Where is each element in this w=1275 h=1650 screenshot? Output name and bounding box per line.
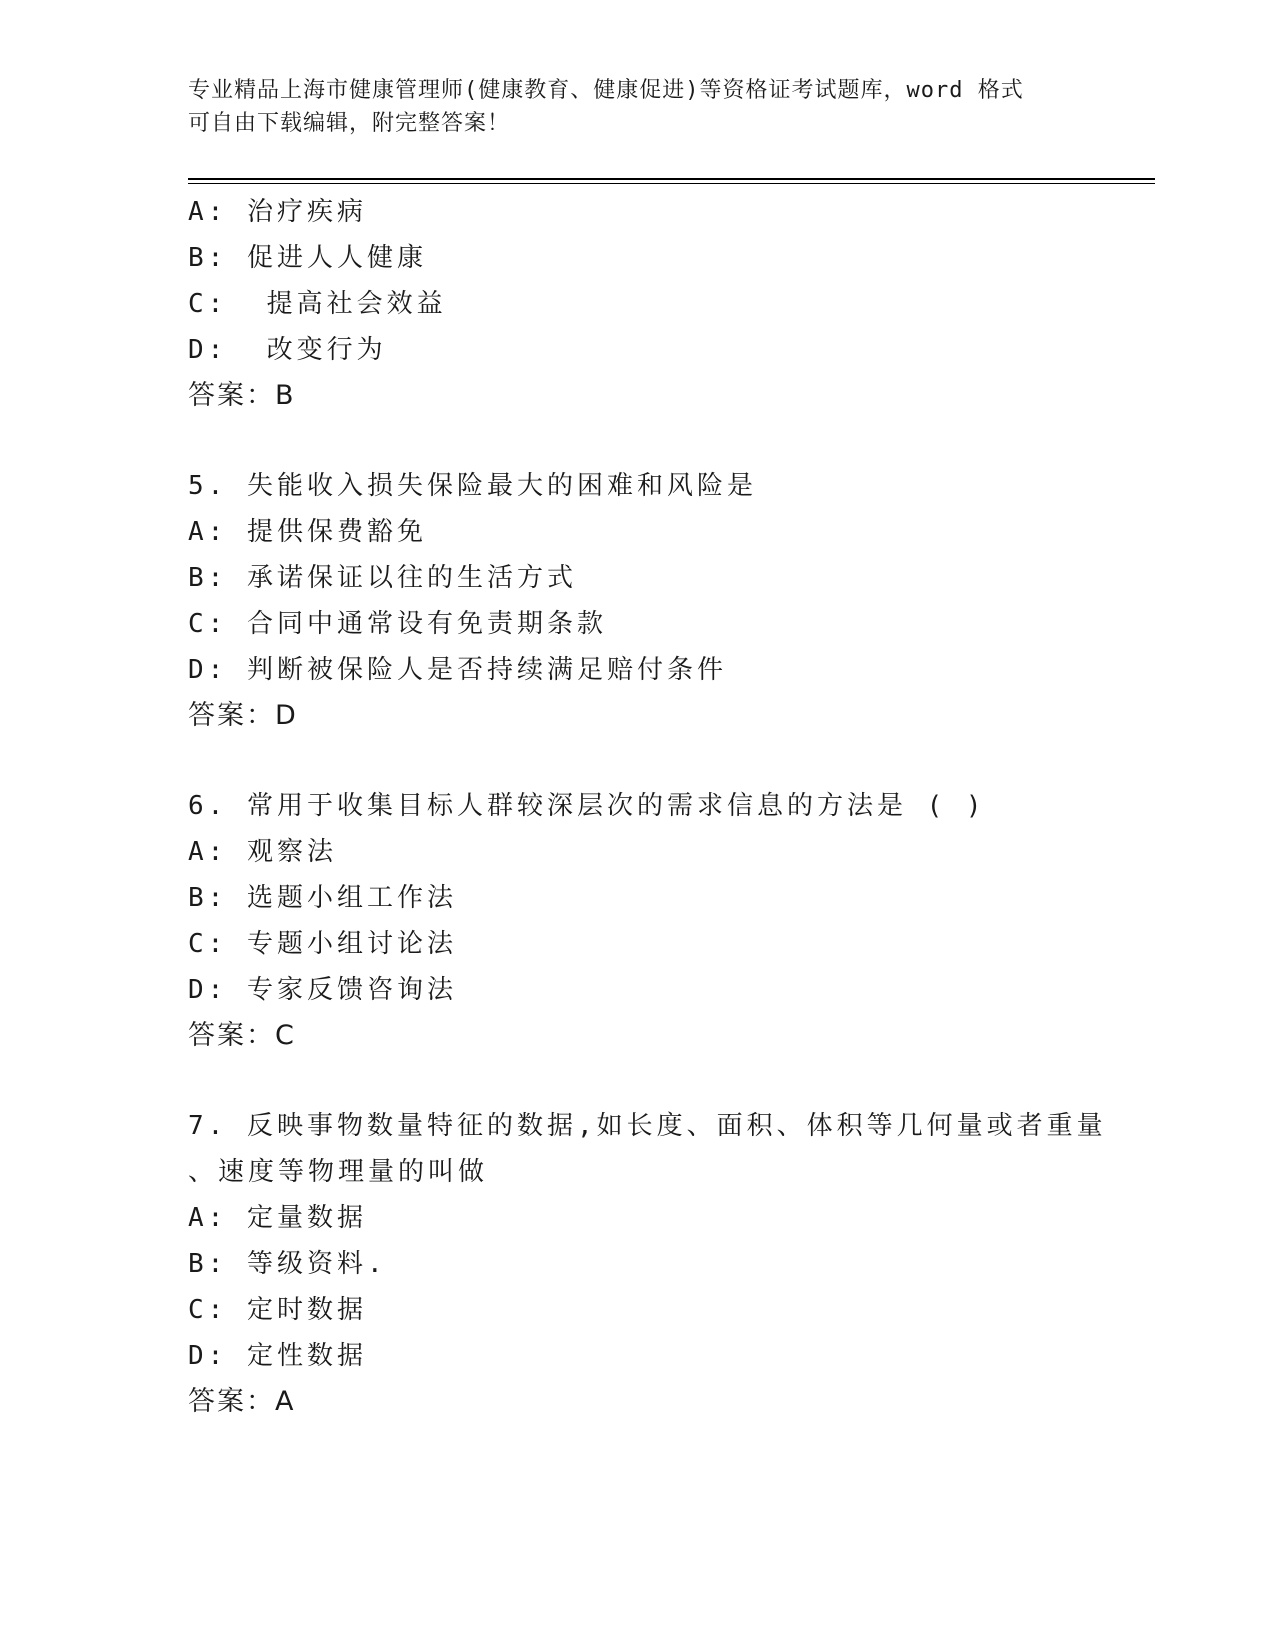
block-spacer <box>188 1059 1148 1103</box>
header-line-1: 专业精品上海市健康管理师(健康教育、健康促进)等资格证考试题库，word 格式 <box>188 78 1024 103</box>
question-list <box>188 189 1148 1425</box>
answer-line: 答案：C <box>188 1020 296 1051</box>
header-rule-thick <box>188 178 1155 180</box>
option-c: C: 专题小组讨论法 <box>188 929 457 959</box>
option-b: B: 等级资料. <box>188 1249 387 1279</box>
option-d: D: 判断被保险人是否持续满足赔付条件 <box>188 655 727 685</box>
question-text-continued: 、速度等物理量的叫做 <box>188 1157 489 1187</box>
option-b: B: 承诺保证以往的生活方式 <box>188 563 577 593</box>
question-block-5 <box>188 463 1148 739</box>
option-d: D: 定性数据 <box>188 1341 367 1371</box>
answer-line: 答案：A <box>188 1386 296 1417</box>
option-d: D: 改变行为 <box>188 335 387 365</box>
answer-line: 答案：D <box>188 700 298 731</box>
header-rule-thin <box>188 183 1155 184</box>
option-a: A: 提供保费豁免 <box>188 517 427 547</box>
question-text: 7. 反映事物数量特征的数据,如长度、面积、体积等几何量或者重量 <box>188 1111 1107 1141</box>
option-d: D: 专家反馈咨询法 <box>188 975 457 1005</box>
question-text: 5. 失能收入损失保险最大的困难和风险是 <box>188 471 757 501</box>
question-block-4 <box>188 189 1148 419</box>
question-text: 6. 常用于收集目标人群较深层次的需求信息的方法是 ( ) <box>188 791 986 821</box>
option-b: B: 促进人人健康 <box>188 243 427 273</box>
question-block-7 <box>188 1103 1148 1425</box>
option-b: B: 选题小组工作法 <box>188 883 457 913</box>
option-c: C: 提高社会效益 <box>188 289 447 319</box>
option-c: C: 合同中通常设有免责期条款 <box>188 609 607 639</box>
question-block-6 <box>188 783 1148 1059</box>
block-spacer <box>188 739 1148 783</box>
document-header <box>188 74 1088 140</box>
option-c: C: 定时数据 <box>188 1295 367 1325</box>
option-a: A: 治疗疾病 <box>188 197 367 227</box>
option-a: A: 观察法 <box>188 837 337 867</box>
option-a: A: 定量数据 <box>188 1203 367 1233</box>
block-spacer <box>188 419 1148 463</box>
answer-line: 答案：B <box>188 380 296 411</box>
header-line-2: 可自由下载编辑，附完整答案！ <box>188 111 511 136</box>
